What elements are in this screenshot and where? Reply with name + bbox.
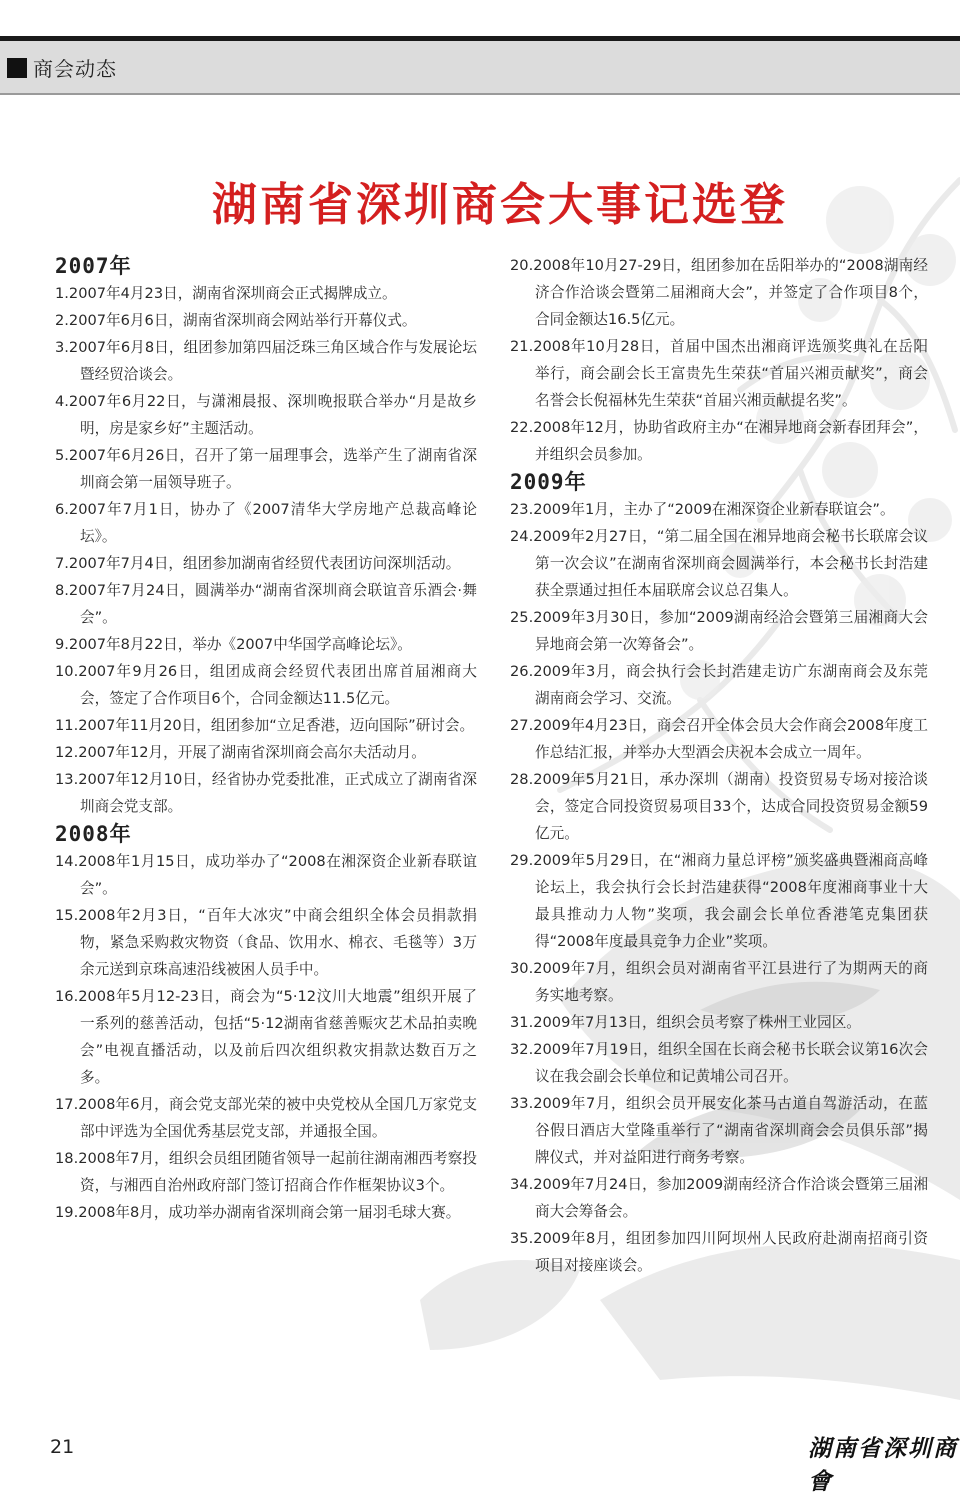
year-heading-2007: 2007年 [55,254,132,278]
event-entry: 25.2009年3月30日，参加“2009湖南经洽会暨第三届湘商大会异地商会第一次筹备会”。 [510,609,928,653]
article-title: 湖南省深圳商会大事记选登 [211,178,788,231]
left-column [55,252,477,1226]
section-header-bar [0,41,960,95]
event-entry: 20.2008年10月27-29日，组团参加在岳阳举办的“2008湖南经济合作洽谈会暨第二届湘商大会”，并签定了合作项目8个，合同金额达16.5亿元。 [510,257,928,328]
event-entry: 34.2009年7月24日，参加2009湖南经济合作洽谈会暨第三届湘商大会筹备会。 [510,1176,928,1220]
event-entry: 31.2009年7月13日，组织会员考察了株州工业园区。 [510,1014,861,1031]
section-title: 商会动态 [33,57,117,81]
event-entry: 33.2009年7月，组织会员开展安化茶马古道自驾游活动，在蓝谷假日酒店大堂隆重举行了“湖南省深圳商会会员俱乐部”揭牌仪式，并对益阳进行商务考察。 [510,1095,928,1166]
event-entry: 6.2007年7月1日，协办了《2007清华大学房地产总裁高峰论坛》。 [55,501,477,545]
event-entry: 23.2009年1月，主办了“2009在湘深资企业新春联谊会”。 [510,501,895,518]
section-bullet-icon [7,58,27,78]
event-entry: 18.2008年7月，组织会员组团随省领导一起前往湖南湘西考察投资，与湘西自治州政府部门签订招商合作作框架协议3个。 [55,1150,477,1194]
event-entry: 2.2007年6月6日，湖南省深圳商会网站举行开幕仪式。 [55,312,417,329]
event-entry: 35.2009年8月，组团参加四川阿坝州人民政府赴湖南招商引资项目对接座谈会。 [510,1230,928,1274]
event-entry: 16.2008年5月12-23日，商会为“5·12汶川大地震”组织开展了一系列的慈善活动，包括“5·12湖南省慈善赈灾艺术品拍卖晚会”电视直播活动，以及前后四次组织救灾捐款达数百万之多。 [55,988,477,1086]
event-entry: 3.2007年6月8日，组团参加第四届泛珠三角区域合作与发展论坛暨经贸洽谈会。 [55,339,477,383]
event-entry: 27.2009年4月23日，商会召开全体会员大会作商会2008年度工作总结汇报，并举办大型酒会庆祝本会成立一周年。 [510,717,928,761]
event-entry: 32.2009年7月19日，组织全国在长商会秘书长联会议第16次会议在我会副会长单位和记黄埔公司召开。 [510,1041,928,1085]
event-entry: 26.2009年3月，商会执行会长封浩建走访广东湖南商会及东莞湖南商会学习、交流。 [510,663,928,707]
event-entry: 29.2009年5月29日，在“湘商力量总评榜”颁奖盛典暨湘商高峰论坛上，我会执行会长封浩建获得“2008年度湘商事业十大最具推动力人物”奖项，我会副会长单位香港笔克集团获得“2008年度最具竞争力企业”奖项。 [510,852,928,950]
event-entry: 30.2009年7月，组织会员对湖南省平江县进行了为期两天的商务实地考察。 [510,960,928,1004]
publication-logo: 湖南省深圳商會 [808,1435,958,1495]
event-entry: 9.2007年8月22日，举办《2007中华国学高峰论坛》。 [55,636,412,653]
event-entry: 24.2009年2月27日，“第二届全国在湘异地商会秘书长联席会议第一次会议”在湖南省深圳商会圆满举行，本会秘书长封浩建获全票通过担任本届联席会议总召集人。 [510,528,928,599]
event-entry: 14.2008年1月15日，成功举办了“2008在湘深资企业新春联谊会”。 [55,853,477,897]
event-entry: 13.2007年12月10日，经省协办党委批准，正式成立了湖南省深圳商会党支部。 [55,771,477,815]
event-entry: 10.2007年9月26日，组团成商会经贸代表团出席首届湘商大会，签定了合作项目6个，合同金额达11.5亿元。 [55,663,477,707]
event-entry: 15.2008年2月3日，“百年大冰灾”中商会组织全体会员捐款捐物，紧急采购救灾物资（食品、饮用水、棉衣、毛毯等）3万余元送到京珠高速沿线被困人员手中。 [55,907,477,978]
year-heading-2009: 2009年 [510,470,587,494]
event-entry: 8.2007年7月24日，圆满举办“湖南省深圳商会联谊音乐酒会·舞会”。 [55,582,477,626]
right-column [510,252,928,1279]
event-entry: 5.2007年6月26日，召开了第一届理事会，选举产生了湖南省深圳商会第一届领导班子。 [55,447,477,491]
event-entry: 7.2007年7月4日，组团参加湖南省经贸代表团访问深圳活动。 [55,555,461,572]
page-number: 21 [50,1436,75,1458]
event-entry: 1.2007年4月23日，湖南省深圳商会正式揭牌成立。 [55,285,397,302]
event-entry: 22.2008年12月，协助省政府主办“在湘异地商会新春团拜会”，并组织会员参加。 [510,419,928,463]
year-heading-2008: 2008年 [55,822,132,846]
event-entry: 11.2007年11月20日，组团参加“立足香港，迈向国际”研讨会。 [55,717,475,734]
event-entry: 21.2008年10月28日，首届中国杰出湘商评选颁奖典礼在岳阳举行，商会副会长王富贵先生荣获“首届兴湘贡献奖”，商会名誉会长倪福林先生荣获“首届兴湘贡献提名奖”。 [510,338,928,409]
event-entry: 19.2008年8月，成功举办湖南省深圳商会第一届羽毛球大赛。 [55,1204,461,1221]
event-entry: 17.2008年6月，商会党支部光荣的被中央党校从全国几万家党支部中评选为全国优秀基层党支部，并通报全国。 [55,1096,477,1140]
event-entry: 28.2009年5月21日，承办深圳（湖南）投资贸易专场对接洽谈会，签定合同投资贸易项目33个，达成合同投资贸易金额59亿元。 [510,771,928,842]
event-entry: 4.2007年6月22日，与潇湘晨报、深圳晚报联合举办“月是故乡明，房是家乡好”主题活动。 [55,393,477,437]
event-entry: 12.2007年12月，开展了湖南省深圳商会高尔夫活动月。 [55,744,426,761]
